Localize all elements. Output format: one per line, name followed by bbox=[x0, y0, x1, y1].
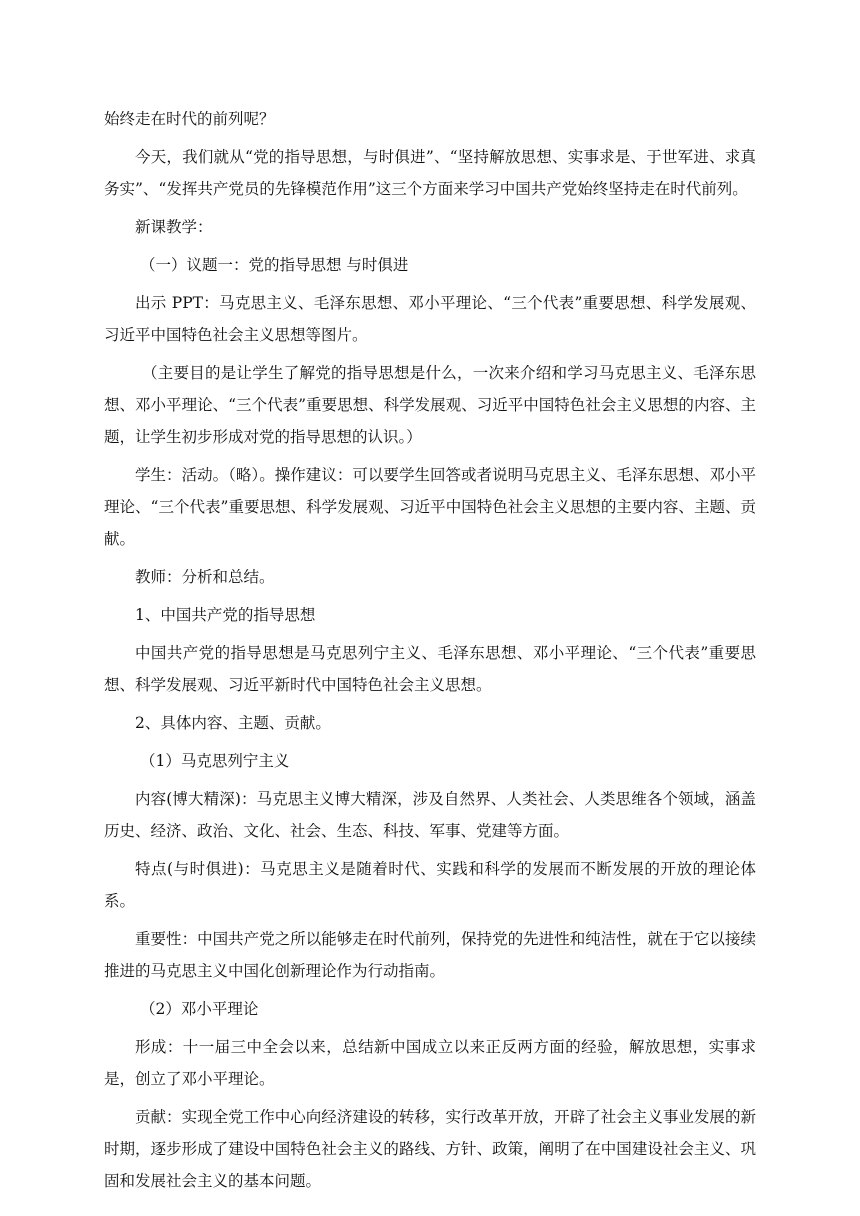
paragraph-deng-contribution: 贡献：实现全党工作中心向经济建设的转移，实行改革开放，开辟了社会主义事业发展的新时期，逐步形成了建设中国特色社会主义的路线、方针、政策，阐明了在中国建设社会主义、巩固和发展社会主义的基本问题。 bbox=[104, 1108, 756, 1190]
section-label-new-lesson: 新课教学： bbox=[135, 218, 213, 236]
paragraph-deng-formation: 形成：十一届三中全会以来，总结新中国成立以来正反两方面的经验，解放思想，实事求是，创立了邓小平理论。 bbox=[104, 1038, 756, 1088]
document-body bbox=[104, 103, 756, 1203]
paragraph-continuation: 始终走在时代的前列呢？ bbox=[104, 110, 275, 128]
paragraph-show-ppt: 出示 PPT：马克思主义、毛泽东思想、邓小平理论、“三个代表”重要思想、科学发展观、习近平中国特色社会主义思想等图片。 bbox=[104, 294, 756, 344]
paragraph-teacher-summary: 教师：分析和总结。 bbox=[135, 568, 275, 586]
subheading-deng-theory: （2）邓小平理论 bbox=[140, 1000, 259, 1018]
subheading-marxism-leninism: （1）马克思列宁主义 bbox=[140, 752, 290, 770]
paragraph-guiding-thought: 中国共产党的指导思想是马克思列宁主义、毛泽东思想、邓小平理论、“三个代表”重要思想、科学发展观、习近平新时代中国特色社会主义思想。 bbox=[104, 644, 756, 694]
heading-content-theme-contribution: 2、具体内容、主题、贡献。 bbox=[135, 714, 331, 732]
paragraph-marxism-feature: 特点(与时俱进)：马克思主义是随着时代、实践和科学的发展而不断发展的开放的理论体系。 bbox=[104, 860, 756, 910]
paragraph-intro: 今天，我们就从“党的指导思想，与时俱进”、“坚持解放思想、实事求是、于世军进、求真务实”、“发挥共产党员的先锋模范作用”这三个方面来学习中国共产党始终坚持走在时代前列。 bbox=[104, 148, 756, 198]
topic-heading-1: （一）议题一：党的指导思想 与时俱进 bbox=[140, 256, 409, 274]
paragraph-marxism-importance: 重要性：中国共产党之所以能够走在时代前列，保持党的先进性和纯洁性，就在于它以接续推进的马克思主义中国化创新理论作为行动指南。 bbox=[104, 930, 756, 980]
heading-guiding-thought: 1、中国共产党的指导思想 bbox=[135, 606, 316, 624]
paragraph-student-activity: 学生：活动。（略）。操作建议：可以要学生回答或者说明马克思主义、毛泽东思想、邓小平理论、“三个代表”重要思想、科学发展观、习近平中国特色社会主义思想的主要内容、主题、贡献。 bbox=[104, 466, 756, 548]
paragraph-purpose-note: （主要目的是让学生了解党的指导思想是什么，一次来介绍和学习马克思主义、毛泽东思想、邓小平理论、“三个代表”重要思想、科学发展观、习近平中国特色社会主义思想的内容、主题，让学生初步形成对党的指导思想的认识。） bbox=[104, 364, 756, 446]
paragraph-marxism-content: 内容(博大精深)：马克思主义博大精深，涉及自然界、人类社会、人类思维各个领域，涵盖历史、经济、政治、文化、社会、生态、科技、军事、党建等方面。 bbox=[104, 790, 756, 840]
